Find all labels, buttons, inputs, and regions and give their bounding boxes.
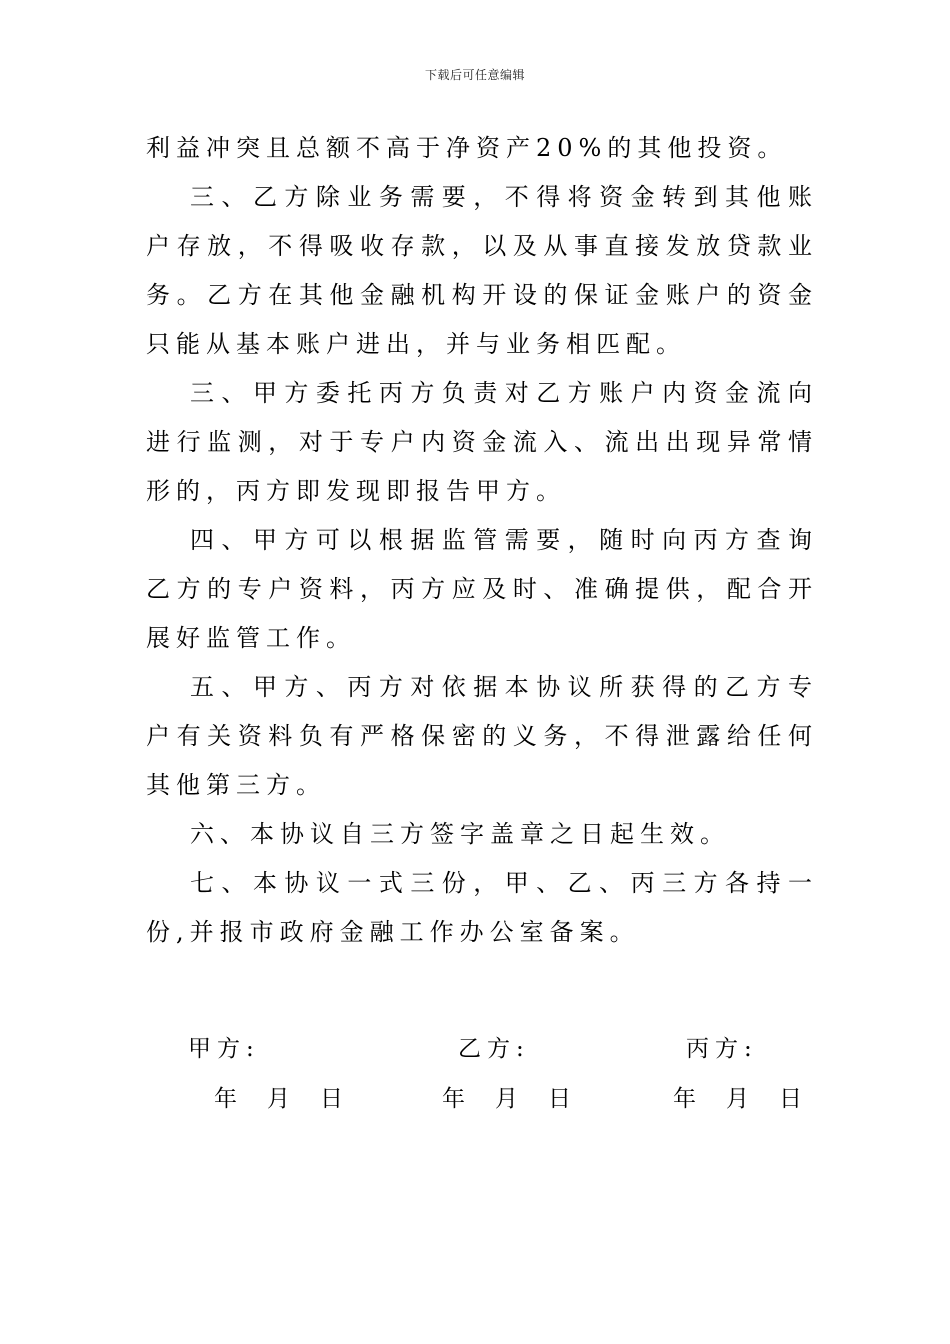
date-party-a bbox=[214, 1080, 343, 1113]
date-party-c bbox=[673, 1080, 802, 1113]
signature-party-c: 丙方: bbox=[686, 1036, 758, 1062]
paragraph-clause-confidentiality: 五、甲方、丙方对依据本协议所获得的乙方专户有关资料负有严格保密的义务，不得泄露给任何其他第三方。 bbox=[146, 673, 818, 799]
signature-party-b: 乙方: bbox=[458, 1036, 530, 1062]
paragraph-clause-funds-transfer: 三、乙方除业务需要，不得将资金转到其他账户存放，不得吸收存款，以及从事直接发放贷款业务。乙方在其他金融机构开设的保证金账户的资金只能从基本账户进出，并与业务相匹配。 bbox=[146, 183, 818, 358]
date-month-label: 月 bbox=[267, 1086, 290, 1112]
date-year-label: 年 bbox=[214, 1086, 237, 1112]
paragraph-clause-effective: 六、本协议自三方签字盖章之日起生效。 bbox=[190, 820, 730, 848]
date-party-b bbox=[442, 1080, 571, 1113]
date-day-label: 日 bbox=[779, 1086, 802, 1112]
paragraph-continuation: 利益冲突且总额不高于净资产20%的其他投资。 bbox=[146, 134, 788, 162]
paragraph-clause-monitoring: 三、甲方委托丙方负责对乙方账户内资金流向进行监测，对于专户内资金流入、流出出现异常情形的，丙方即发现即报告甲方。 bbox=[146, 379, 818, 505]
paragraph-clause-copies: 七、本协议一式三份，甲、乙、丙三方各持一份,并报市政府金融工作办公室备案。 bbox=[146, 869, 818, 946]
header-note: 下载后可任意编辑 bbox=[424, 68, 525, 82]
signature-row bbox=[0, 1030, 950, 1070]
date-day-label: 日 bbox=[548, 1086, 571, 1112]
date-row bbox=[0, 1080, 950, 1120]
date-year-label: 年 bbox=[442, 1086, 465, 1112]
date-month-label: 月 bbox=[726, 1086, 749, 1112]
paragraph-clause-inquiry: 四、甲方可以根据监管需要，随时向丙方查询乙方的专户资料，丙方应及时、准确提供，配合开展好监管工作。 bbox=[146, 526, 818, 652]
date-day-label: 日 bbox=[320, 1086, 343, 1112]
date-month-label: 月 bbox=[495, 1086, 518, 1112]
date-year-label: 年 bbox=[673, 1086, 696, 1112]
agreement-body bbox=[146, 124, 818, 957]
signature-party-a: 甲方: bbox=[188, 1036, 260, 1062]
